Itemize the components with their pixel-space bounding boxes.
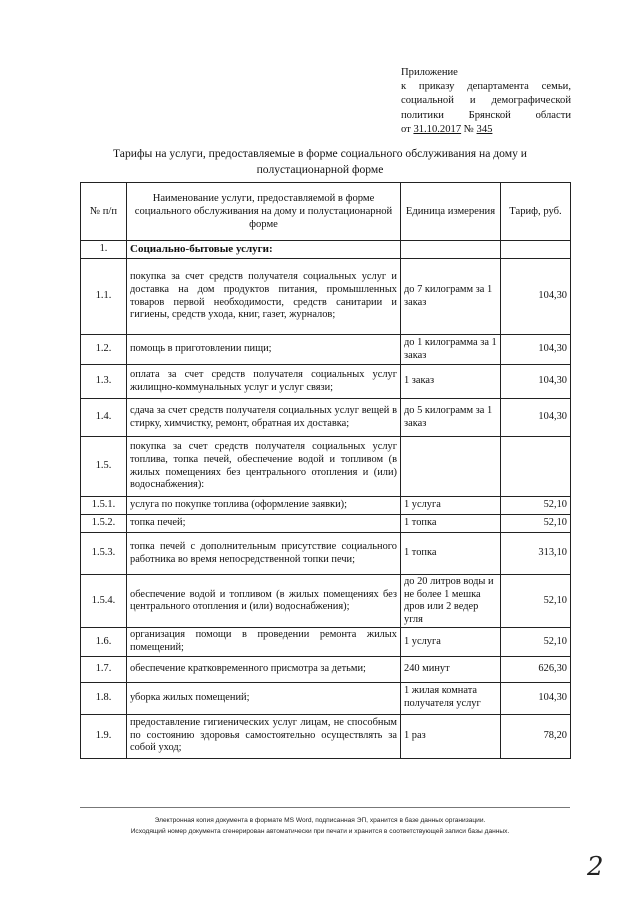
row-num: 1.4.	[81, 399, 127, 437]
appendix-date-line	[401, 123, 571, 137]
appendix-block	[401, 66, 571, 137]
row-num: 1.8.	[81, 682, 127, 714]
row-price: 104,30	[501, 259, 571, 335]
row-unit: до 7 килограмм за 1 заказ	[401, 259, 501, 335]
table-row	[81, 628, 571, 656]
row-price: 626,30	[501, 656, 571, 682]
row-unit: до 1 килограмма за 1 заказ	[401, 335, 501, 365]
appendix-department-line: социальной и демографической	[401, 95, 571, 107]
row-unit: 1 топка	[401, 515, 501, 533]
row-unit: 1 услуга	[401, 497, 501, 515]
row-unit: до 20 литров воды и не более 1 мешка дров или 2 ведер угля	[401, 575, 501, 628]
table-row	[81, 497, 571, 515]
row-price: 78,20	[501, 714, 571, 758]
row-num: 1.5.2.	[81, 515, 127, 533]
table-row	[81, 656, 571, 682]
row-price: 104,30	[501, 399, 571, 437]
row-name: услуга по покупке топлива (оформление заявки);	[127, 497, 401, 515]
row-name: организация помощи в проведении ремонта жилых помещений;	[127, 628, 401, 656]
row-price: 52,10	[501, 575, 571, 628]
row-num: 1.1.	[81, 259, 127, 335]
row-name: помощь в приготовлении пищи;	[127, 335, 401, 365]
table-row	[81, 533, 571, 575]
handwritten-page-number: 2	[587, 852, 604, 882]
header-name: Наименование услуги, предоставляемой в форме социального обслуживания на дому и полустационарной форме	[127, 183, 401, 241]
row-num: 1.5.1.	[81, 497, 127, 515]
row-num: 1.6.	[81, 628, 127, 656]
table-row	[81, 259, 571, 335]
row-name: предоставление гигиенических услуг лицам, не способным по состоянию здоровья самостоятельно осуществлять за собой уход;	[127, 714, 401, 758]
table-row	[81, 399, 571, 437]
table-row	[81, 714, 571, 758]
row-name: оплата за счет средств получателя социальных услуг жилищно-коммунальных услуг и услуг связи;	[127, 365, 401, 399]
row-name: сдача за счет средств получателя социальных услуг вещей в стирку, химчистку, ремонт, обратная их доставка;	[127, 399, 401, 437]
section-unit-empty	[401, 241, 501, 259]
row-name: обеспечение кратковременного присмотра за детьми;	[127, 656, 401, 682]
row-unit: 1 заказ	[401, 365, 501, 399]
row-num: 1.2.	[81, 335, 127, 365]
row-price: 104,30	[501, 335, 571, 365]
table-row	[81, 335, 571, 365]
row-num: 1.5.4.	[81, 575, 127, 628]
row-price	[501, 437, 571, 497]
table-row	[81, 437, 571, 497]
appendix-date-prefix: от	[401, 123, 414, 135]
section-row	[81, 241, 571, 259]
row-name: покупка за счет средств получателя социальных услуг топлива, топка печей, обеспечение водой и топливом (в жилых помещениях без центрального отопления и (или) водоснабжения):	[127, 437, 401, 497]
header-unit: Единица измерения	[401, 183, 501, 241]
footer-line-1: Электронная копия документа в формате MS Word, подписанная ЭП, хранится в базе данных организации.	[154, 817, 486, 824]
row-name: уборка жилых помещений;	[127, 682, 401, 714]
tariff-table	[80, 182, 571, 759]
row-price: 313,10	[501, 533, 571, 575]
table-row	[81, 515, 571, 533]
header-price: Тариф, руб.	[501, 183, 571, 241]
row-name: покупка за счет средств получателя социальных услуг и доставка на дом продуктов питания, промышленных товаров первой необходимости, средств санитарии и гигиены, средств ухода, книг, газет, журналов;	[127, 259, 401, 335]
row-price: 104,30	[501, 365, 571, 399]
row-num: 1.3.	[81, 365, 127, 399]
row-unit: 1 топка	[401, 533, 501, 575]
footer-line-2: Исходящий номер документа сгенерирован автоматически при печати и хранится в соответствующей записи базы данных.	[130, 828, 510, 835]
row-price: 52,10	[501, 497, 571, 515]
appendix-number: 345	[476, 123, 493, 135]
row-num: 1.5.	[81, 437, 127, 497]
document-title: Тарифы на услуги, предоставляемые в форме социального обслуживания на дому и полустационарной форме	[113, 147, 527, 176]
footer-note	[80, 815, 560, 837]
table-row	[81, 575, 571, 628]
appendix-date: 31.10.2017	[413, 123, 462, 135]
section-price-empty	[501, 241, 571, 259]
row-name: обеспечение водой и топливом (в жилых помещениях без центрального отопления и (или) водоснабжения);	[127, 575, 401, 628]
row-name: топка печей с дополнительным присутствие социального работника во время непосредственной топки печи;	[127, 533, 401, 575]
appendix-label: Приложение	[401, 67, 458, 78]
appendix-order-line: к приказу департамента семьи,	[401, 81, 571, 93]
row-unit	[401, 437, 501, 497]
row-price: 104,30	[501, 682, 571, 714]
section-num: 1.	[81, 241, 127, 259]
row-unit: 1 жилая комната получателя услуг	[401, 682, 501, 714]
row-num: 1.9.	[81, 714, 127, 758]
footer-divider	[80, 807, 570, 808]
appendix-region-line: политики Брянской области	[401, 109, 571, 121]
row-num: 1.5.3.	[81, 533, 127, 575]
row-name: топка печей;	[127, 515, 401, 533]
row-num: 1.7.	[81, 656, 127, 682]
table-row	[81, 682, 571, 714]
appendix-number-sign: №	[461, 123, 477, 135]
header-num: № п/п	[81, 183, 127, 241]
section-name: Социально-бытовые услуги:	[127, 241, 401, 259]
table-header-row	[81, 183, 571, 241]
table-row	[81, 365, 571, 399]
row-unit: 1 раз	[401, 714, 501, 758]
row-unit: до 5 килограмм за 1 заказ	[401, 399, 501, 437]
row-price: 52,10	[501, 628, 571, 656]
row-unit: 240 минут	[401, 656, 501, 682]
row-unit: 1 услуга	[401, 628, 501, 656]
row-price: 52,10	[501, 515, 571, 533]
